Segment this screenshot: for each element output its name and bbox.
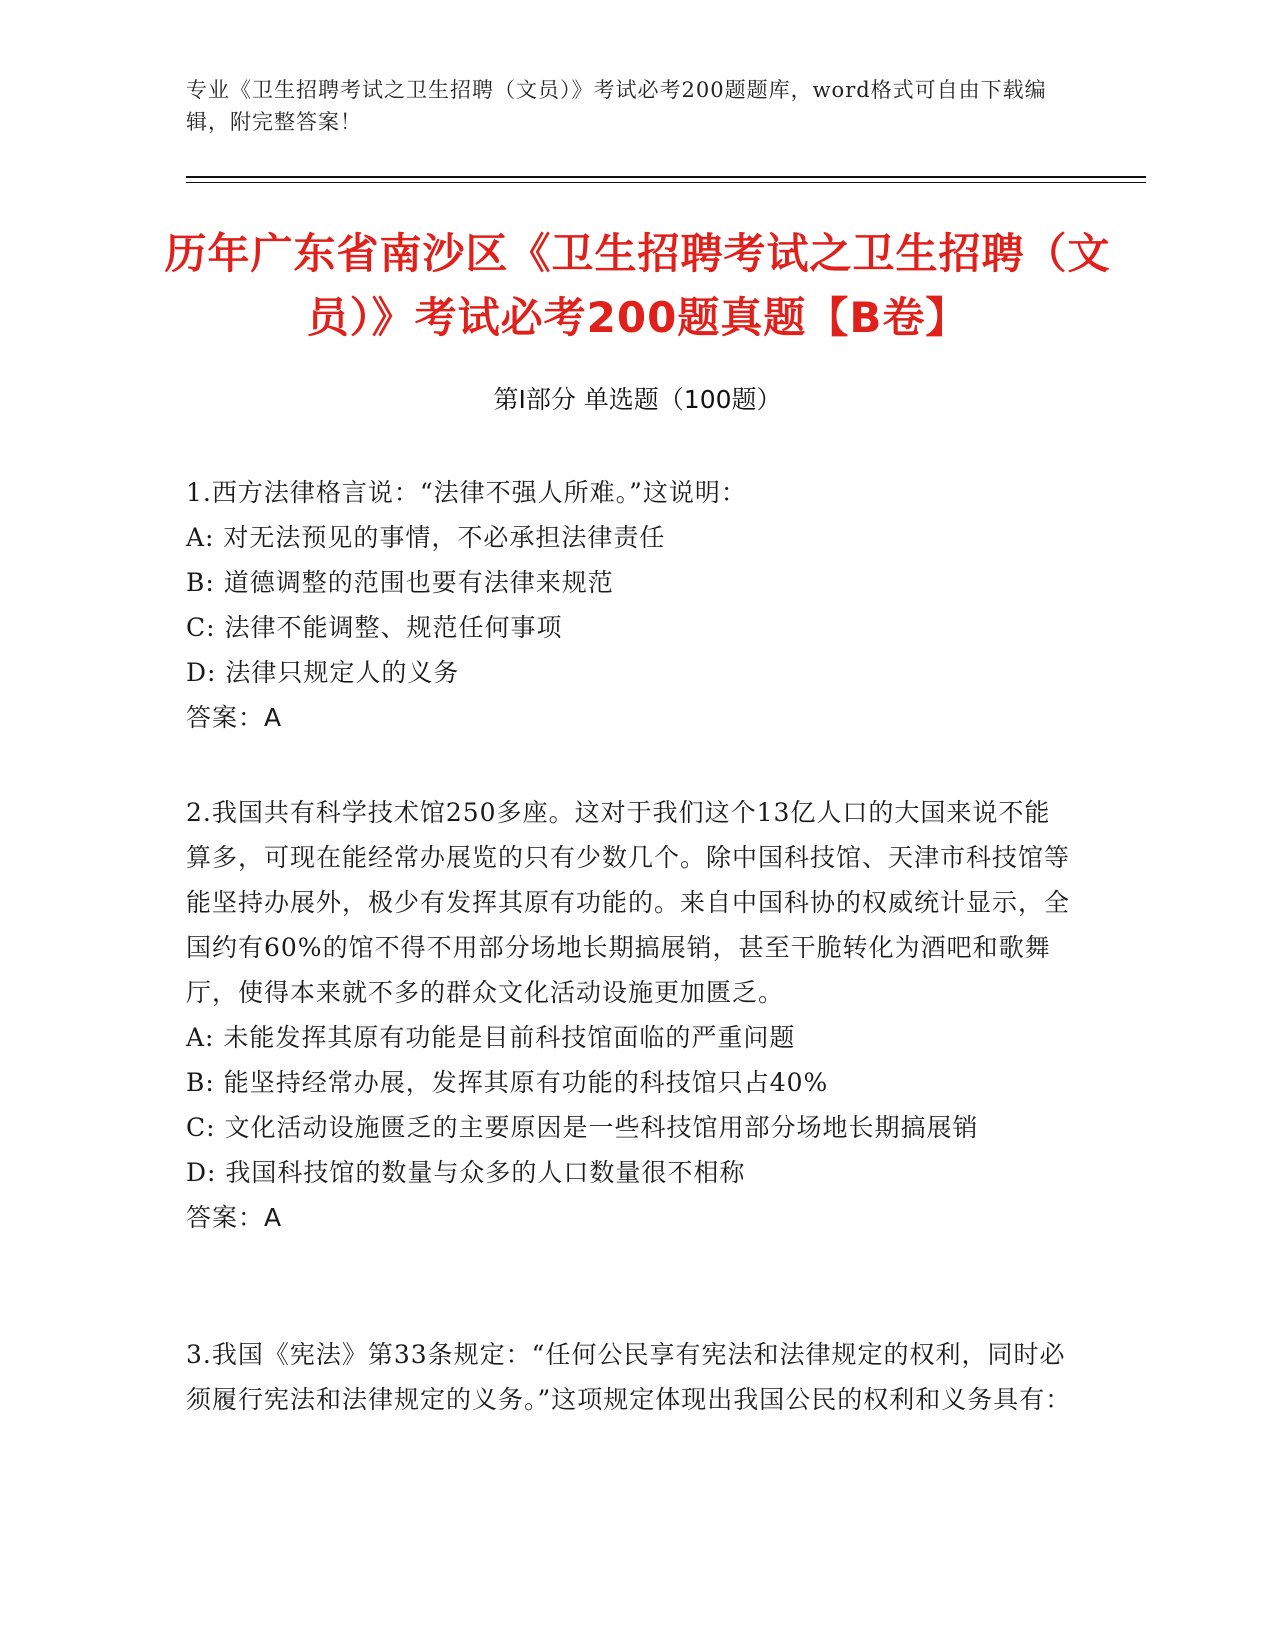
option-c: C: 文化活动设施匮乏的主要原因是一些科技馆用部分场地长期搞展销: [186, 1113, 979, 1142]
option-d: D: 法律只规定人的义务: [186, 658, 460, 687]
header-divider: [186, 176, 1146, 178]
option-b: B: 道德调整的范围也要有法律来规范: [186, 568, 614, 597]
question-1: [186, 470, 1076, 740]
question-stem: 1.西方法律格言说：“法律不强人所难。”这说明：: [186, 478, 747, 507]
answer: 答案：A: [186, 703, 283, 732]
document-title: 历年广东省南沙区《卫生招聘考试之卫生招聘（文员）》考试必考200题真题【B卷】: [164, 229, 1111, 342]
header-note: 专业《卫生招聘考试之卫生招聘（文员）》考试必考200题题库，word格式可自由下载编辑，附完整答案！: [186, 78, 1047, 134]
option-b: B: 能坚持经常办展，发挥其原有功能的科技馆只占40%: [186, 1068, 829, 1097]
section-heading: 第Ⅰ部分 单选题（100题）: [493, 385, 782, 414]
question-3: [186, 1332, 1076, 1422]
option-a: A: 未能发挥其原有功能是目前科技馆面临的严重问题: [186, 1023, 796, 1052]
question-2: [186, 790, 1076, 1240]
answer: 答案：A: [186, 1203, 283, 1232]
option-c: C: 法律不能调整、规范任何事项: [186, 613, 563, 642]
question-stem: 3.我国《宪法》第33条规定：“任何公民享有宪法和法律规定的权利，同时必须履行宪法和法律规定的义务。”这项规定体现出我国公民的权利和义务具有：: [186, 1340, 1072, 1414]
option-a: A: 对无法预见的事情，不必承担法律责任: [186, 523, 666, 552]
question-stem: 2.我国共有科学技术馆250多座。这对于我们这个13亿人口的大国来说不能算多，可现在能经常办展览的只有少数几个。除中国科技馆、天津市科技馆等能坚持办展外，极少有发挥其原有功能的。来自中国科协的权威统计显示，全国约有60%的馆不得不用部分场地长期搞展销，甚至干脆转化为酒吧和歌舞厅，使得本来就不多的群众文化活动设施更加匮乏。: [186, 798, 1071, 1007]
option-d: D: 我国科技馆的数量与众多的人口数量很不相称: [186, 1158, 746, 1187]
header-divider-thin: [186, 182, 1146, 183]
